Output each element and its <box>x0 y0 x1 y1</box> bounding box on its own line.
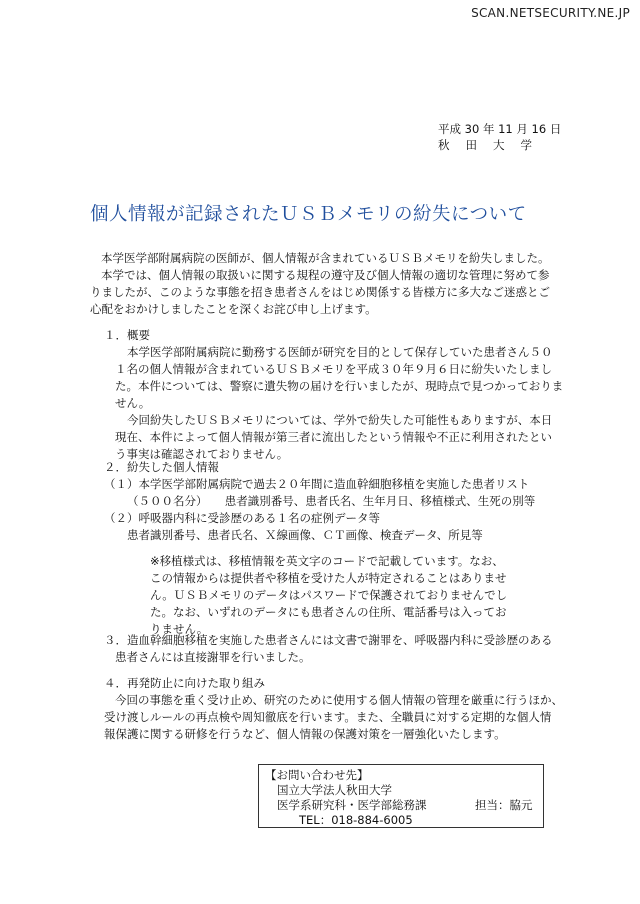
section-heading: １．概要 <box>104 328 150 342</box>
document-date: 平成 30 年 11 月 16 日 <box>438 122 562 136</box>
section-line: （２）呼吸器内科に受診歴のある１名の症例データ等 <box>104 511 380 525</box>
intro-line: りましたが、このような事態を招き患者さんをはじめ関係する皆様方に多大なご迷惑とご <box>90 285 550 299</box>
document-title: 個人情報が記録されたＵＳＢメモリの紛失について <box>90 204 527 225</box>
note-line: ん。ＵＳＢメモリのデータはパスワードで保護されておりませんでし <box>150 588 508 602</box>
section-line: 本学医学部附属病院に勤務する医師が研究を目的として保存していた患者さん５０ <box>127 345 553 359</box>
section-line: せん。 <box>115 396 151 410</box>
note-line: りません。 <box>150 622 209 636</box>
note-line: この情報からは提供者や移植を受けた人が特定されることはありませ <box>150 571 507 585</box>
section-line: １名の個人情報が含まれているＵＳＢメモリを平成３０年９月６日に紛失いたしまし <box>115 362 552 376</box>
section-line: 現在、本件によって個人情報が第三者に流出したという情報や不正に利用されたとい <box>115 430 552 444</box>
watermark: SCAN.NETSECURITY.NE.JP <box>471 6 630 20</box>
intro-line: 本学では、個人情報の取扱いに関する規程の遵守及び個人情報の適切な管理に努めて参 <box>101 268 550 282</box>
section-line: 報保護に関する研修を行うなど、個人情報の保護対策を一層強化いたします。 <box>104 727 506 741</box>
contact-department: 医学系研究科・医学部総務課 <box>277 798 427 812</box>
contact-telephone: TEL：018-884-6005 <box>299 813 413 827</box>
section-line: う事実は確認されておりません。 <box>115 447 289 461</box>
section-line: （５００名分） 患者識別番号、患者氏名、生年月日、移植様式、生死の別等 <box>127 494 536 508</box>
section-line: 受け渡しルールの再点検や周知徹底を行います。また、全職員に対する定期的な個人情 <box>104 710 552 724</box>
contact-heading: 【お問い合わせ先】 <box>265 768 369 782</box>
section-line: 患者さんには直接謝罪を行いました。 <box>115 650 311 664</box>
section-line: 患者識別番号、患者氏名、Ｘ線画像、ＣＴ画像、検査データ、所見等 <box>127 528 483 542</box>
intro-line: 本学医学部附属病院の医師が、個人情報が含まれているＵＳＢメモリを紛失しました。 <box>101 251 550 265</box>
section-line: た。本件については、警察に遺失物の届けを行いましたが、現時点で見つかっておりま <box>115 379 564 393</box>
intro-line: 心配をおかけしましたことを深くお詫び申し上げます。 <box>90 302 377 316</box>
contact-box <box>258 764 544 828</box>
contact-person: 担当：脇元 <box>475 798 533 812</box>
section-line: 今回の事態を重く受け止め、研究のために使用する個人情報の管理を厳重に行うほか、 <box>115 693 564 707</box>
note-line: た。なお、いずれのデータにも患者さんの住所、電話番号は入ってお <box>150 605 507 619</box>
section-heading: ２．紛失した個人情報 <box>104 460 219 474</box>
section-heading: ４．再発防止に向けた取り組み <box>104 676 265 690</box>
contact-organization: 国立大学法人秋田大学 <box>277 783 392 797</box>
section-line: ３．造血幹細胞移植を実施した患者さんには文書で謝罪を、呼吸器内科に受診歴のある <box>104 633 553 647</box>
section-line: 今回紛失したＵＳＢメモリについては、学外で紛失した可能性もありますが、本日 <box>127 413 553 427</box>
section-line: （１）本学医学部附属病院で過去２０年間に造血幹細胞移植を実施した患者リスト <box>104 477 530 491</box>
issuing-organization: 秋田大学 <box>438 138 548 152</box>
note-line: ※移植様式は、移植情報を英文字のコードで記載しています。なお、 <box>150 554 504 568</box>
